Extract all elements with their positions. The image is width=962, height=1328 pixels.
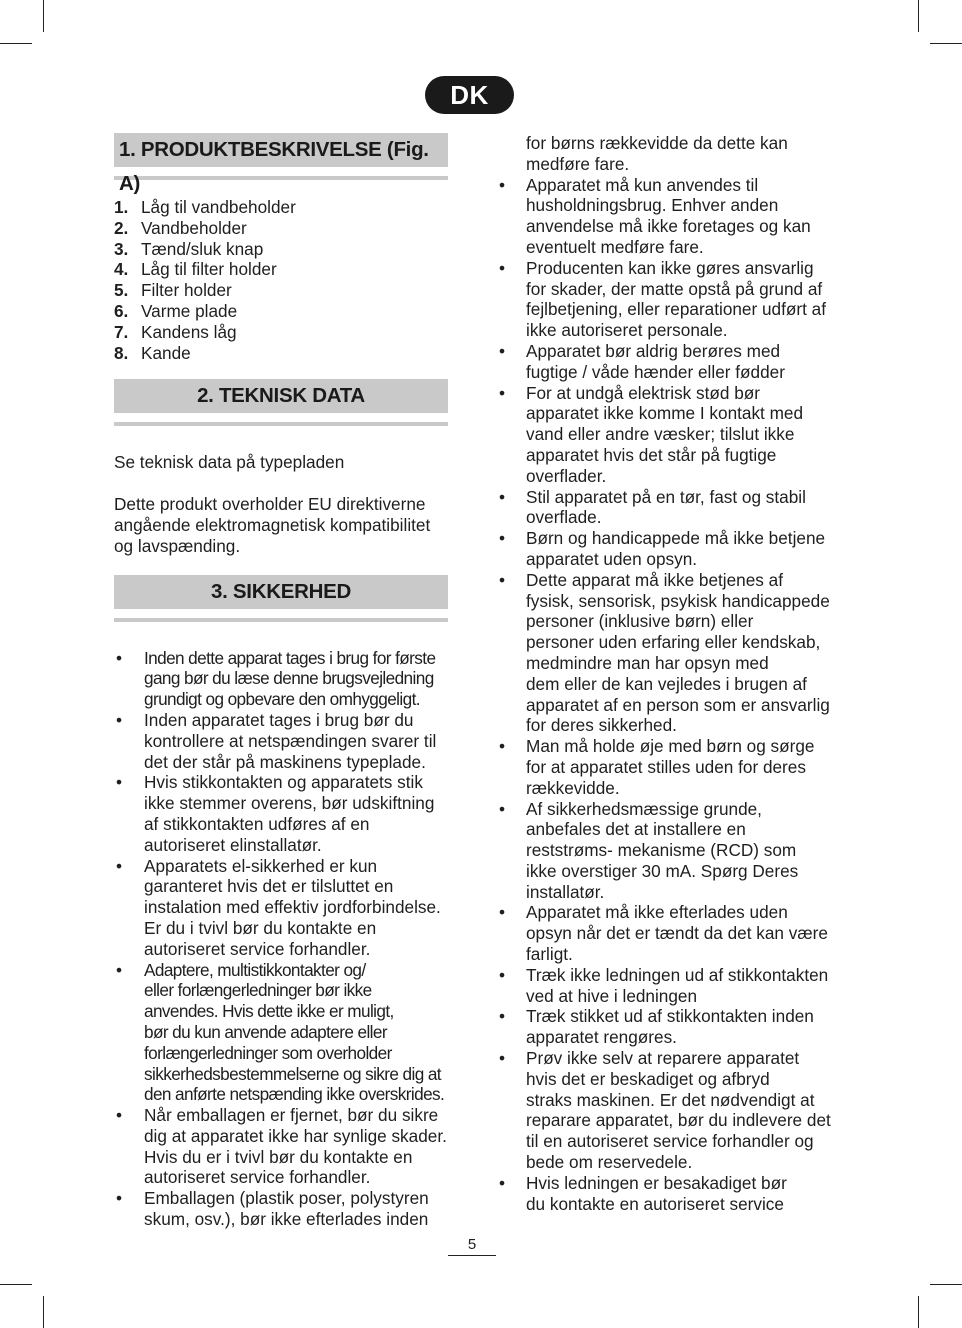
safety-item-text: Apparatet bør aldrig berøres med fugtige / våde hænder eller fødder: [526, 340, 785, 382]
continuation-text: for børns rækkevidde da dette kan medføre fare.: [526, 133, 788, 174]
safety-list-item: [499, 570, 839, 736]
item-number: 2.: [114, 217, 129, 238]
section-heading-produkt: 1. PRODUKTBESKRIVELSE (Fig. A): [114, 133, 448, 167]
safety-list-item: [114, 1105, 454, 1188]
safety-list-item: [114, 710, 454, 772]
safety-list-item: [499, 902, 839, 964]
teknisk-paragraph-eu: Dette produkt overholder EU direktiverne angående elektromagnetisk kompatibilitet og lavspænding.: [114, 494, 431, 556]
crop-mark: [918, 0, 919, 32]
safety-list-item: [499, 383, 839, 487]
bullet-marker: •: [499, 382, 506, 403]
crop-mark: [0, 1284, 32, 1285]
safety-list-item: [499, 528, 839, 570]
safety-item-text: Man må holde øje med børn og sørge for at apparatet stilles uden for deres rækkevidde.: [526, 736, 815, 798]
safety-item-text: Hvis stikkontakten og apparatets stik ikke stemmer overens, bør udskiftning af stikkontakten udføres af en autoriseret elinstallatør.: [144, 772, 435, 855]
safety-item-text: Når emballagen er fjernet, bør du sikre dig at apparatet ikke har synlige skader. Hvis du er i tvivl bør du kontakte en autoriseret service forhandler.: [144, 1105, 447, 1188]
safety-list-item: [114, 648, 454, 710]
safety-item-text: Apparatet må ikke efterlades uden opsyn når det er tændt da det kan være farligt.: [526, 902, 828, 965]
bullet-marker: •: [116, 772, 123, 793]
crop-mark: [0, 43, 32, 44]
item-label: Varme plade: [141, 300, 238, 321]
parts-list-item: [114, 218, 454, 239]
safety-list-item: [114, 960, 454, 1106]
bullet-marker: •: [499, 174, 506, 195]
language-badge: DK: [425, 76, 514, 114]
safety-item-text: Emballagen (plastik poser, polystyren skum, osv.), bør ikke efterlades inden: [144, 1188, 429, 1230]
item-number: 4.: [114, 259, 129, 280]
item-label: Vandbeholder: [141, 217, 247, 238]
parts-list-item: [114, 197, 454, 218]
parts-list-item: [114, 259, 454, 280]
item-number: 1.: [114, 197, 129, 217]
parts-list-item: [114, 301, 454, 322]
left-column: [114, 133, 454, 1230]
parts-list-item: [114, 239, 454, 260]
bullet-marker: •: [116, 1188, 123, 1209]
right-column: [499, 133, 839, 1214]
safety-item-text: Apparatets el-sikkerhed er kun garanteret hvis det er tilsluttet en instalation med effektiv jordforbindelse. Er du i tvivl bør du kontakte en autoriseret service forhandler.: [144, 855, 441, 959]
item-number: 8.: [114, 342, 129, 363]
safety-item-text: Prøv ikke selv at reparere apparatet hvis det er beskadiget og afbryd straks maskinen. Er det nødvendigt at reparare apparatet, bør du indlevere det til en autoriseret service forhandler og bede om reservedele.: [526, 1048, 831, 1173]
safety-list-item: [499, 487, 839, 529]
item-number: 5.: [114, 280, 129, 301]
bullet-marker: •: [116, 709, 123, 730]
safety-item-text: Træk stikket ud af stikkontakten inden apparatet rengøres.: [526, 1006, 814, 1048]
page-number-rule: [448, 1255, 496, 1256]
safety-list-item: [114, 856, 454, 960]
safety-list-right: [499, 175, 839, 1215]
safety-item-text: Stil apparatet på en tør, fast og stabil overflade.: [526, 486, 806, 528]
bullet-marker: •: [116, 855, 123, 876]
bullet-marker: •: [499, 736, 506, 757]
item-label: Kandens låg: [141, 321, 237, 342]
section-divider: [114, 618, 448, 622]
section-heading-sikkerhed: 3. SIKKERHED: [114, 575, 448, 609]
section-divider: [114, 422, 448, 426]
safety-list-item: [499, 175, 839, 258]
section-heading-teknisk: 2. TEKNISK DATA: [114, 379, 448, 413]
page-number: 5: [467, 1236, 477, 1253]
safety-item-text: For at undgå elektrisk stød bør apparatet ikke komme I kontakt med vand eller andre væsker; tilslut ikke apparatet hvis det står på fugtige overflader.: [526, 382, 804, 486]
parts-list-item: [114, 322, 454, 343]
item-number: 6.: [114, 300, 129, 321]
item-number: 3.: [114, 238, 129, 259]
safety-list-item: [499, 1048, 839, 1173]
safety-item-text: Træk ikke ledningen ud af stikkontakten ved at hive i ledningen: [526, 964, 829, 1006]
teknisk-paragraph-typeplate: Se teknisk data på typepladen: [114, 452, 345, 473]
bullet-marker: •: [499, 1006, 506, 1027]
crop-mark: [930, 1284, 962, 1285]
safety-list-item: [499, 736, 839, 798]
bullet-marker: •: [499, 1172, 506, 1193]
safety-list-item: [499, 1173, 839, 1215]
safety-list-item: [499, 258, 839, 341]
parts-list-item: [114, 343, 454, 364]
bullet-marker: •: [499, 486, 506, 507]
safety-list-item: [114, 1188, 454, 1230]
safety-item-text: Dette apparat må ikke betjenes af fysisk, sensorisk, psykisk handicappede personer (inklusive børn) eller personer uden erfaring eller kendskab, medmindre man har opsyn med dem eller de kan vejledes i brugen af apparatet af en person som er ansvarlig for deres sikkerhed.: [526, 569, 830, 736]
safety-item-text: Inden apparatet tages i brug bør du kontrollere at netspændingen svarer til det der står på maskinens typeplade.: [144, 709, 437, 772]
bullet-marker: •: [499, 902, 506, 923]
safety-item-text: Apparatet må kun anvendes til husholdningsbrug. Enhver anden anvendelse må ikke foretages og kan eventuelt medføre fare.: [526, 174, 811, 257]
bullet-marker: •: [499, 1048, 506, 1069]
safety-list-item: [499, 965, 839, 1007]
item-label: Tænd/sluk knap: [141, 238, 264, 259]
bullet-marker: •: [499, 528, 506, 549]
safety-item-text: Adaptere, multistikkontakter og/ eller forlængerledninger bør ikke anvendes. Hvis dette ikke er muligt, bør du kun anvende adaptere eller forlængerledninger som overholder sikkerhedsbestemmelserne og sikre dig at den anførte netspænding ikke overskrides.: [144, 959, 445, 1105]
bullet-marker: •: [116, 959, 123, 980]
safety-list-item: [499, 799, 839, 903]
bullet-marker: •: [116, 647, 123, 668]
bullet-marker: •: [499, 569, 506, 590]
crop-mark: [43, 1296, 44, 1328]
item-label: Låg til filter holder: [141, 259, 277, 280]
parts-list-item: [114, 280, 454, 301]
item-label: Filter holder: [141, 280, 232, 301]
item-number: 7.: [114, 321, 129, 342]
safety-list-item: [499, 1006, 839, 1048]
item-label: Låg til vandbeholder: [141, 197, 296, 217]
bullet-marker: •: [116, 1105, 123, 1126]
bullet-marker: •: [499, 964, 506, 985]
item-label: Kande: [141, 342, 191, 363]
safety-list-item: [114, 772, 454, 855]
crop-mark: [918, 1296, 919, 1328]
safety-continuation: [499, 133, 839, 175]
safety-item-text: Af sikkerhedsmæssige grunde, anbefales det at installere en reststrøms- mekanisme (RCD) som ikke overstiger 30 mA. Spørg Deres installatør.: [526, 798, 799, 902]
crop-mark: [930, 43, 962, 44]
parts-list: [114, 197, 454, 363]
safety-item-text: Børn og handicappede må ikke betjene apparatet uden opsyn.: [526, 528, 826, 569]
safety-item-text: Inden dette apparat tages i brug for første gang bør du læse denne brugsvejledning grundigt og opbevare den omhyggeligt.: [144, 647, 436, 710]
bullet-marker: •: [499, 257, 506, 278]
safety-list-left: [114, 648, 454, 1230]
crop-mark: [43, 0, 44, 32]
safety-list-item: [499, 341, 839, 383]
safety-item-text: Hvis ledningen er besakadiget bør du kontakte en autoriseret service: [526, 1172, 787, 1214]
bullet-marker: •: [499, 798, 506, 819]
safety-item-text: Producenten kan ikke gøres ansvarlig for skader, der matte opstå på grund af fejlbetjening, eller reparationer udført af ikke autoriseret personale.: [526, 257, 826, 341]
section-divider: [114, 176, 448, 180]
bullet-marker: •: [499, 340, 506, 361]
